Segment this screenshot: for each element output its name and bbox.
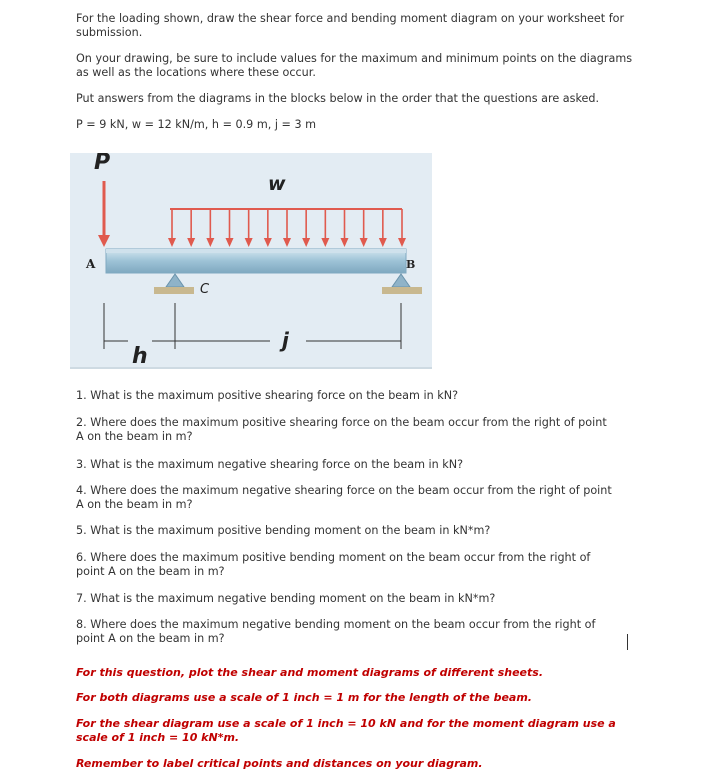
- label-w: w: [268, 173, 286, 195]
- question-3: 3. What is the maximum negative shearing force on the beam in kN?: [76, 458, 464, 471]
- intro-paragraph-1: For the loading shown, draw the shear force and bending moment diagram on your worksheet for submission.: [76, 12, 625, 39]
- label-B: B: [406, 258, 416, 271]
- text-cursor: [627, 634, 628, 650]
- instruction-3: For the shear diagram use a scale of 1 inch = 10 kN and for the moment diagram use a scale of 1 inch = 10 kN*m.: [76, 717, 616, 744]
- question-8: 8. Where does the maximum negative bending moment on the beam occur from the right of point A on the beam in m?: [76, 618, 596, 645]
- question-4: 4. Where does the maximum negative shearing force on the beam occur from the right of point A on the beam in m?: [76, 484, 612, 511]
- question-2: 2. Where does the maximum positive shearing force on the beam occur from the right of point A on the beam in m?: [76, 416, 607, 443]
- instruction-1: For this question, plot the shear and moment diagrams of different sheets.: [76, 666, 544, 679]
- question-5: 5. What is the maximum positive bending moment on the beam in kN*m?: [76, 524, 491, 537]
- question-6: 6. Where does the maximum positive bending moment on the beam occur from the right of point A on the beam in m?: [76, 551, 591, 578]
- label-P: P: [94, 153, 111, 175]
- beam-top-face: [106, 249, 406, 253]
- label-A: A: [86, 257, 96, 271]
- label-C: C: [200, 282, 210, 297]
- label-h: h: [132, 344, 148, 369]
- instruction-4: Remember to label critical points and distances on your diagram.: [76, 757, 483, 770]
- intro-paragraph-2: On your drawing, be sure to include values for the maximum and minimum points on the diagrams as well as the locations where these occur.: [76, 52, 633, 79]
- beam-diagram-svg: [70, 153, 432, 369]
- support-B-ground: [382, 287, 422, 294]
- intro-paragraph-3: Put answers from the diagrams in the blocks below in the order that the questions are asked.: [76, 92, 600, 105]
- label-j: j: [282, 328, 289, 352]
- question-1: 1. What is the maximum positive shearing force on the beam in kN?: [76, 389, 459, 402]
- question-7: 7. What is the maximum negative bending moment on the beam in kN*m?: [76, 592, 496, 605]
- given-values: P = 9 kN, w = 12 kN/m, h = 0.9 m, j = 3 m: [76, 118, 317, 131]
- instruction-2: For both diagrams use a scale of 1 inch = 1 m for the length of the beam.: [76, 691, 532, 704]
- support-C-ground: [154, 287, 194, 294]
- beam-figure: [70, 153, 432, 369]
